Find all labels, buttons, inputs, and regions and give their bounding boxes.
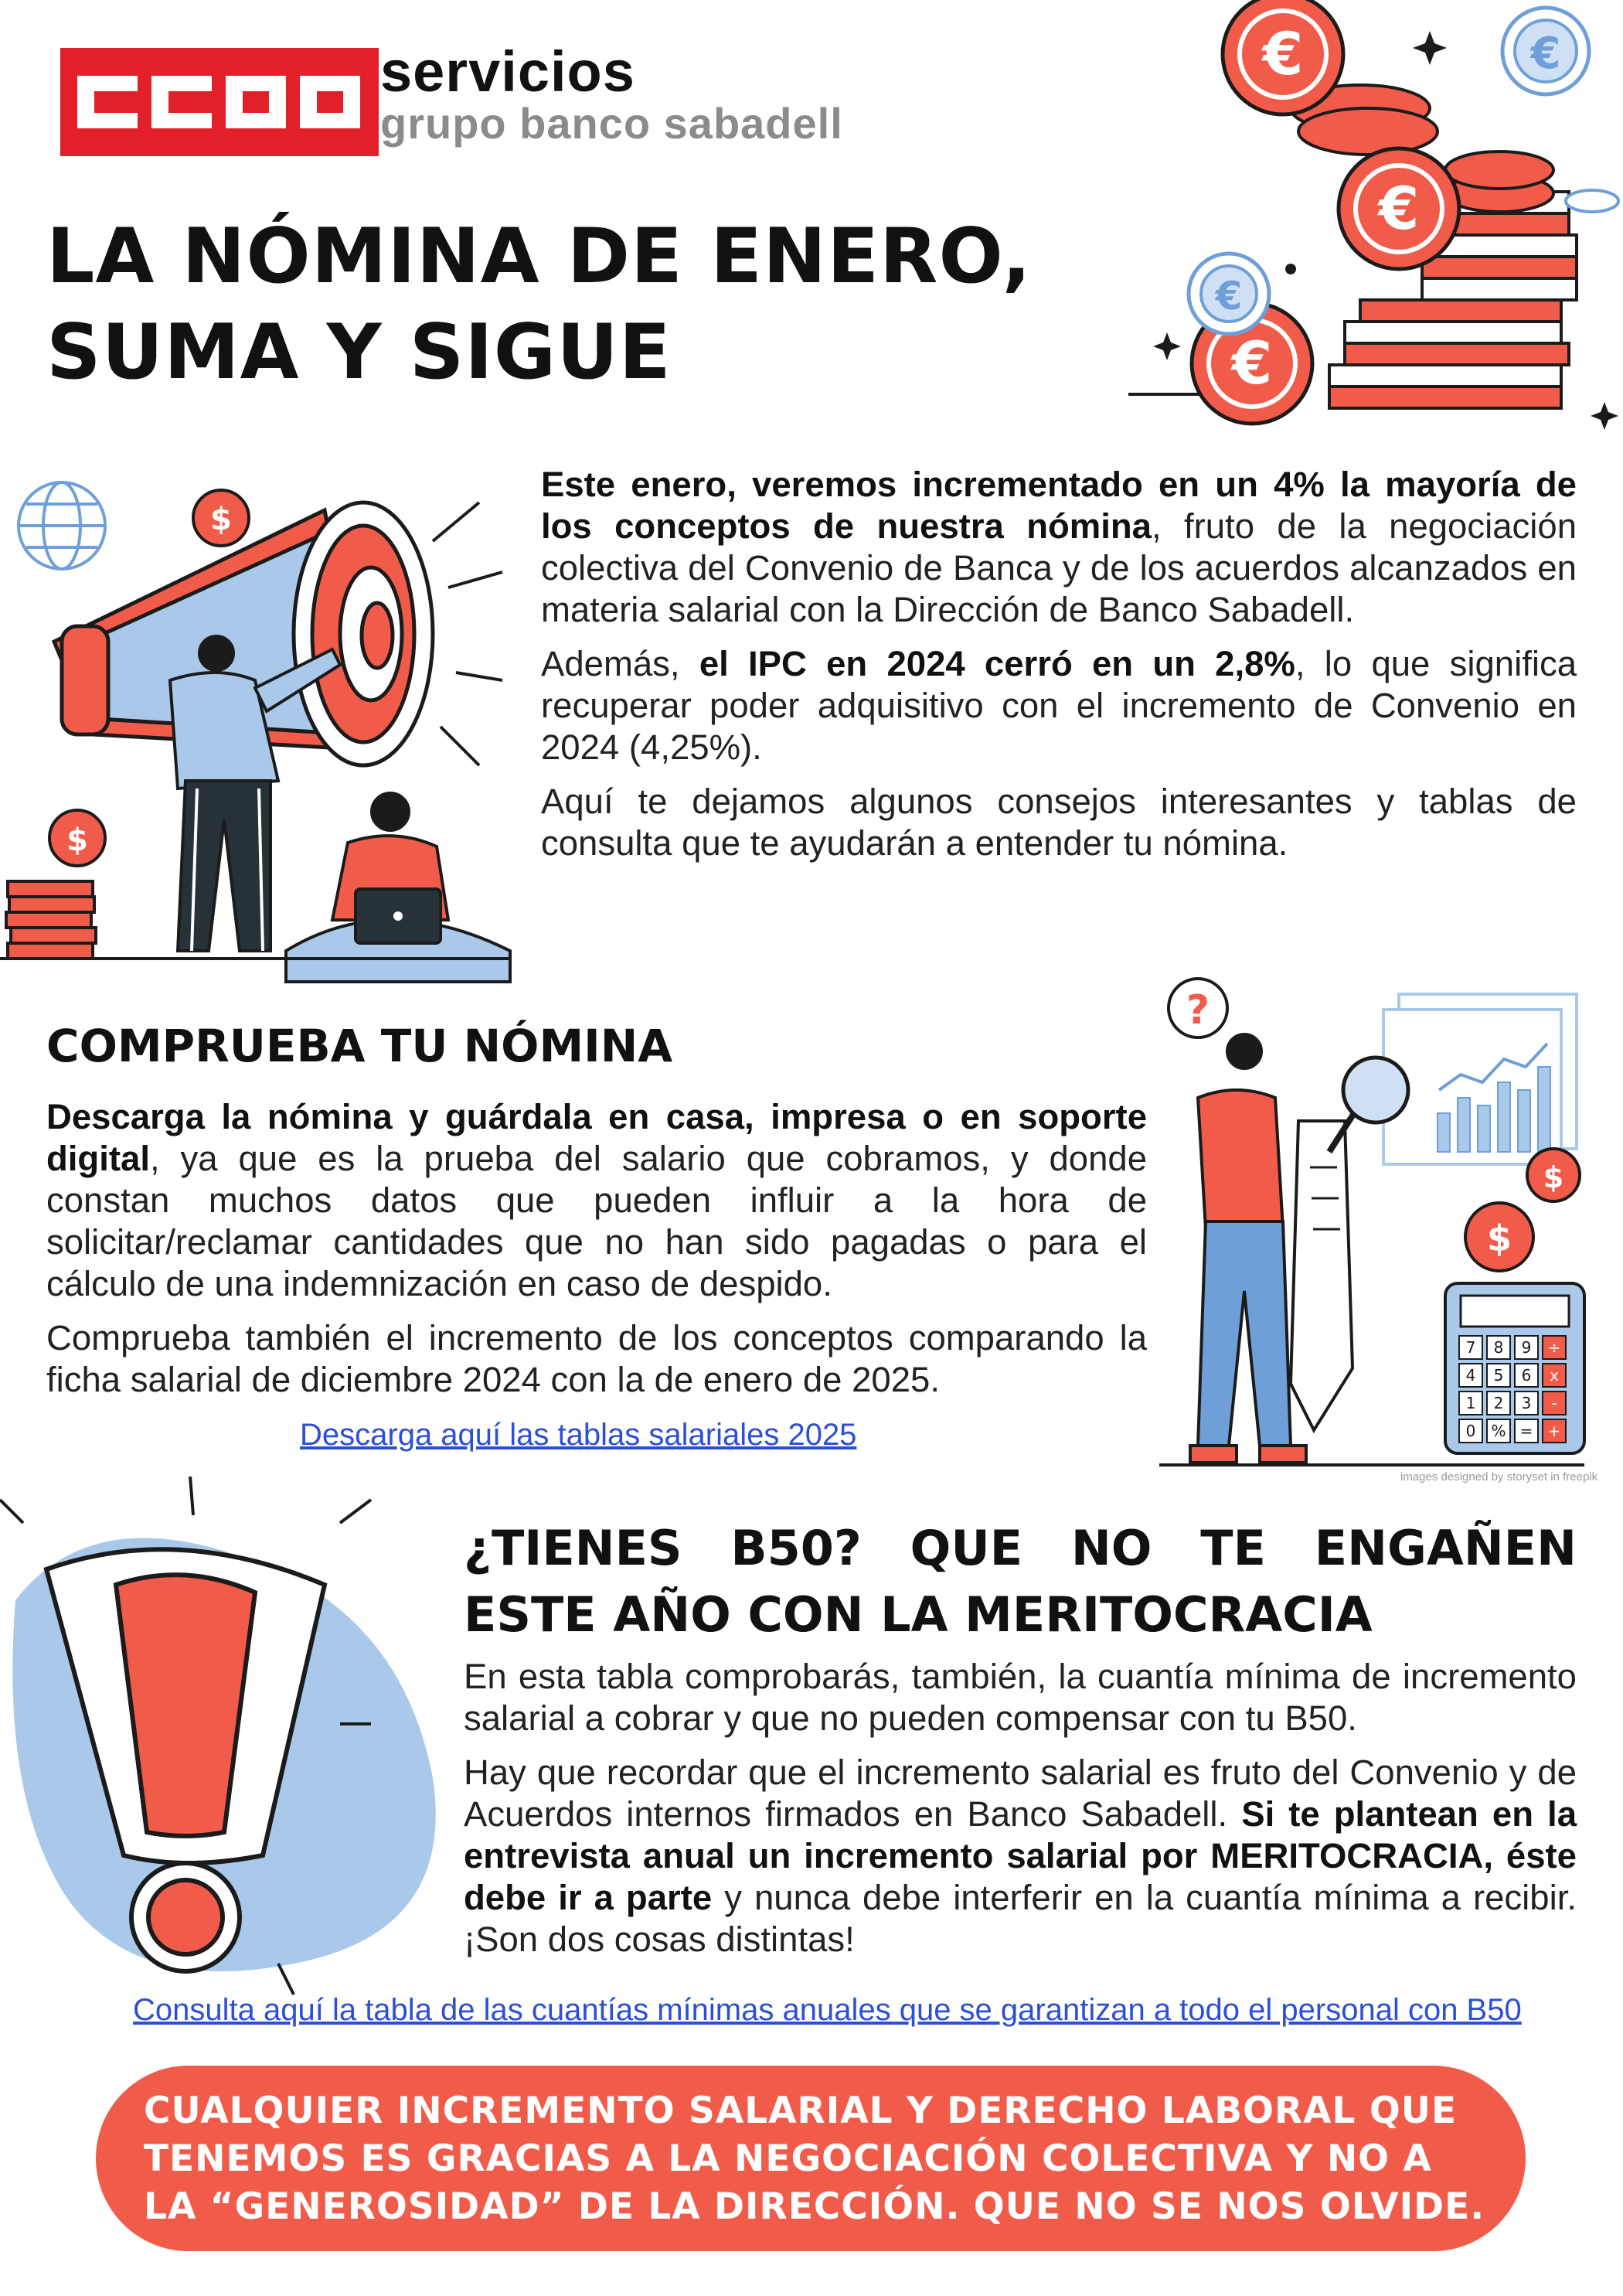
svg-text:€: €	[1530, 29, 1561, 79]
globe-icon	[19, 482, 105, 569]
svg-text:$: $	[1543, 1160, 1564, 1194]
ccoo-logo-letters	[60, 48, 379, 156]
b50-text-rest: y nunca debe interferir en la cuantía mínima a recibir. ¡Son dos cosas distintas!	[464, 1878, 1577, 1959]
ipc-highlight: el IPC en 2024 cerró en un 2,8%	[699, 644, 1295, 683]
intro-paragraph-2	[541, 643, 1577, 768]
dollar-coin-icon	[193, 490, 249, 546]
dollar-coin-icon	[1465, 1203, 1533, 1271]
coins-illustration	[1128, 0, 1623, 441]
svg-text:$: $	[210, 502, 232, 537]
download-tables-link[interactable]: Descarga aquí las tablas salariales 2025	[300, 1418, 857, 1452]
payroll-review-illustration	[1152, 966, 1592, 1469]
svg-text:$: $	[1486, 1218, 1512, 1259]
calculator-key-label: 1	[1465, 1394, 1476, 1412]
svg-text:€: €	[1262, 19, 1304, 88]
page-title-line2: SUMA Y SIGUE	[46, 308, 672, 397]
calculator-key-label: =	[1519, 1422, 1533, 1440]
calculator-key-label: 4	[1465, 1366, 1476, 1385]
svg-text:€: €	[1378, 174, 1420, 243]
bar-chart-icon	[1383, 994, 1577, 1164]
intro-text-lead: Además,	[541, 644, 699, 683]
laptop-icon	[356, 889, 441, 943]
intro-paragraph-1	[541, 464, 1577, 631]
intro-text-rest: , lo que significa recuperar poder adquisitivo con el incremento de Convenio en 2024 (4,25%).	[541, 644, 1577, 767]
calculator-key-label: 7	[1465, 1338, 1476, 1357]
euro-coin-icon	[1223, 0, 1343, 114]
calculator-key-label: 2	[1493, 1394, 1504, 1412]
calculator-icon	[1445, 1283, 1584, 1453]
svg-text:$: $	[66, 823, 88, 858]
logo-servicios: servicios	[380, 39, 635, 104]
page-title-line1: LA NÓMINA DE ENERO,	[46, 213, 1032, 301]
intro-highlight: Este enero, veremos incrementado en un 4% la mayoría de los conceptos de nuestra nómina	[541, 465, 1577, 546]
comprueba-highlight: Descarga la nómina y guárdala en casa, impresa o en soporte digital	[46, 1097, 1147, 1178]
b50-text-lead: Hay que recordar que el incremento salarial es fruto del Convenio y de Acuerdos internos firmados en Banco Sabadell.	[464, 1753, 1577, 1834]
intro-text-rest: , fruto de la negociación colectiva del Convenio de Banca y de los acuerdos alcanzados en materia salarial con la Dirección de Banco Sabadell.	[541, 506, 1577, 629]
calculator-key-label: 9	[1521, 1338, 1532, 1357]
section-b50-text	[464, 1656, 1577, 1973]
svg-text:€: €	[1231, 329, 1273, 397]
image-credit: images designed by storyset in freepik	[1400, 1470, 1598, 1484]
section-title-comprueba: COMPRUEBA TU NÓMINA	[46, 1020, 673, 1072]
comprueba-text-rest: , ya que es la prueba del salario que cobramos, y donde constan muchos datos que pueden influir a la hora de solicitar/reclamar cantidades que no han sido pagadas o para el cálculo de una indemnización en caso de despido.	[46, 1139, 1147, 1303]
calculator-key-label: 6	[1521, 1366, 1532, 1385]
b50-paragraph-2	[464, 1752, 1577, 1960]
dollar-coin-icon	[1527, 1149, 1580, 1201]
euro-coin-icon	[1189, 254, 1269, 334]
b50-table-link[interactable]: Consulta aquí la tabla de las cuantías mínimas anuales que se garantizan a todo el personal con B50	[133, 1993, 1522, 2027]
calculator-key-label: ÷	[1547, 1338, 1561, 1357]
footer-message: CUALQUIER INCREMENTO SALARIAL Y DERECHO LABORAL QUE TENEMOS ES GRACIAS A LA NEGOCIACIÓN COLECTIVA Y NO A LA “GENEROSIDAD” DE LA DIRECCIÓN. QUE NO SE NOS OLVIDE.	[144, 2090, 1485, 2228]
section-comprueba-text	[46, 1096, 1147, 1413]
calculator-key-label: x	[1550, 1366, 1559, 1385]
warning-illustration	[0, 1469, 464, 2002]
svg-text:?: ?	[1186, 987, 1210, 1034]
calculator-key-label: 5	[1493, 1366, 1504, 1385]
euro-coin-icon	[1339, 148, 1459, 269]
section-title-b50-line2: ESTE AÑO CON LA MERITOCRACIA	[464, 1586, 1373, 1643]
calculator-key-label: 0	[1465, 1422, 1476, 1440]
dollar-coin-icon	[49, 810, 105, 866]
calculator-key-label: 3	[1521, 1394, 1532, 1412]
question-icon	[1169, 979, 1227, 1037]
b50-paragraph-1: En esta tabla comprobarás, también, la cuantía mínima de incremento salarial a cobrar y que no pueden compensar con tu B50.	[464, 1657, 1577, 1738]
comprueba-paragraph-1	[46, 1096, 1147, 1305]
calculator-key-label: +	[1547, 1422, 1561, 1440]
megaphone-illustration	[0, 456, 526, 997]
meritocracia-highlight: Si te plantean en la entrevista anual un incremento salarial por MERITOCRACIA, éste debe ir a parte	[464, 1794, 1577, 1917]
section-title-b50-line1: ¿TIENES B50? QUE NO TE ENGAÑEN	[464, 1520, 1577, 1576]
page-title	[46, 209, 1159, 400]
svg-text:€: €	[1215, 274, 1243, 319]
calculator-key-label: -	[1551, 1394, 1557, 1412]
intro-paragraph-3: Aquí te dejamos algunos consejos interesantes y tablas de consulta que te ayudarán a entender tu nómina.	[541, 782, 1577, 863]
intro-text	[541, 464, 1577, 877]
euro-coin-icon	[1502, 8, 1589, 94]
comprueba-paragraph-2: Comprueba también el incremento de los conceptos comparando la ficha salarial de diciembre 2024 con la de enero de 2025.	[46, 1318, 1147, 1399]
calculator-key-label: 8	[1493, 1338, 1504, 1357]
logo-grupo: grupo banco sabadell	[380, 99, 843, 148]
calculator-key-label: %	[1491, 1422, 1506, 1440]
